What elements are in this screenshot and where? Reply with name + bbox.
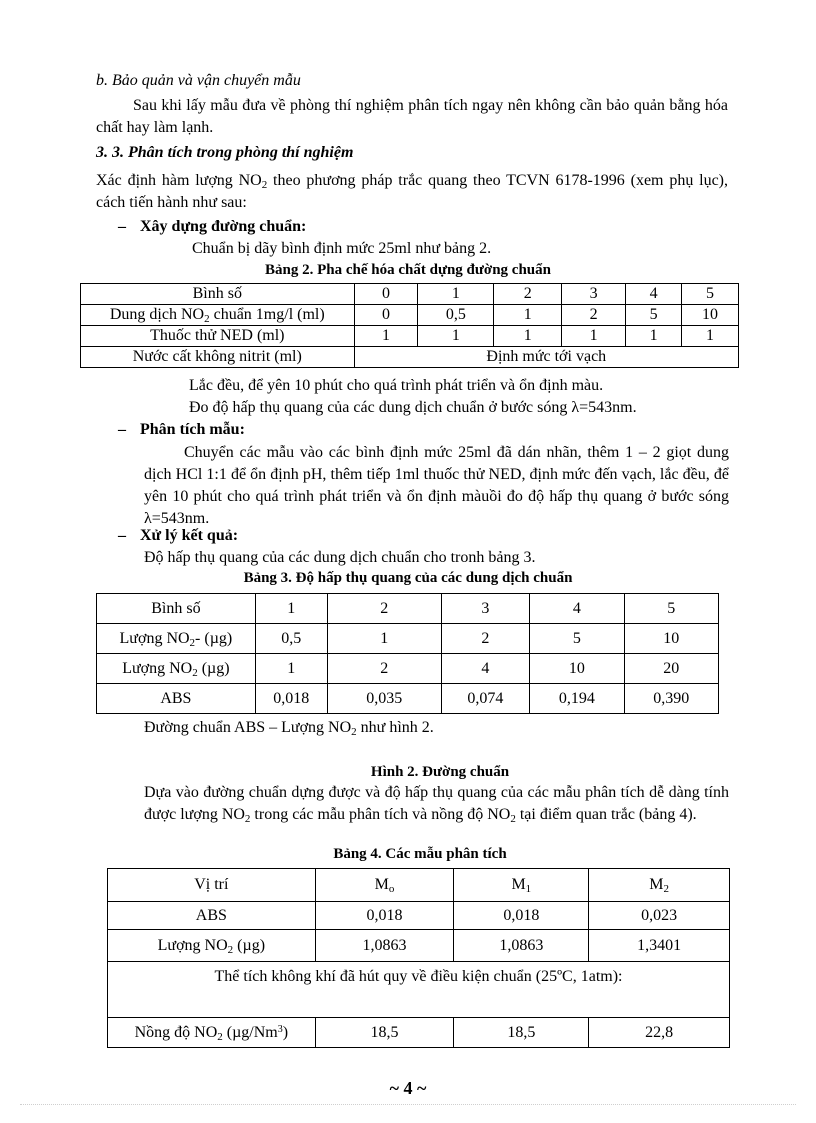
table4-col-header: $M_1$	[454, 869, 589, 902]
table2-cell: 1	[494, 326, 562, 347]
table2-cell: 5	[682, 284, 739, 305]
table2-cell: 1	[418, 284, 494, 305]
table2-cell: 10	[682, 305, 739, 326]
section-3-3-intro: Xác định hàm lượng $NO_2$ theo phương pháp trắc quang theo TCVN 6178-1996 (xem phụ lục), cách tiến hành như sau:	[96, 172, 729, 211]
table4-col-header: $M_o$	[315, 869, 454, 902]
table2-label: Nước cất không nitrit (ml)	[81, 347, 355, 368]
table4-cell: 0,018	[315, 902, 454, 930]
table2-caption: Bảng 2. Pha chế hóa chất dựng đường chuẩn	[265, 262, 551, 278]
table2-cell: 0	[354, 284, 418, 305]
footer-divider	[20, 1104, 796, 1105]
table3-cell: 0,018	[255, 684, 327, 714]
section-b-heading: b. Bảo quản và vận chuyển mẫu	[96, 72, 301, 89]
results-text: Độ hấp thụ quang của các dung dịch chuẩn cho tronh bảng 3.	[144, 549, 536, 566]
table2-label: Thuốc thử NED (ml)	[81, 326, 355, 347]
shake-text: Lắc đều, để yên 10 phút cho quá trình phát triển và ổn định màu.	[189, 377, 604, 394]
table4-label: Lượng $NO_2$ (µg)	[108, 930, 316, 962]
build-curve-heading: – Xây dựng đường chuẩn:	[118, 218, 307, 235]
table2-cell: 1	[626, 326, 682, 347]
table2-cell: 1	[354, 326, 418, 347]
table4-cell: 18,5	[454, 1018, 589, 1048]
table4-row	[108, 902, 730, 930]
build-curve-text: Chuẩn bị dãy bình định mức 25ml như bảng 2.	[192, 240, 492, 257]
table3-cell: 10	[624, 624, 718, 654]
table3-cell: 1	[255, 594, 327, 624]
section-b-text: Sau khi lấy mẫu đưa về phòng thí nghiệm phân tích ngay nên không cần bảo quản bằng hóa chất hay làm lạnh.	[96, 97, 728, 136]
table3	[96, 593, 719, 714]
analysis-text: Chuyển các mẫu vào các bình định mức 25ml đã dán nhãn, thêm 1 – 2 giọt dung dịch HCl 1:1 để ổn định pH, thêm tiếp 1ml thuốc thử NED, định mức đến vạch, lắc đều, để yên 10 phút cho quá trình phát triển và ổn định màuồi đo độ hấp thụ quang ở bước sóng λ=543nm.	[144, 444, 729, 527]
table2-cell: 4	[626, 284, 682, 305]
table4-cell: 1,0863	[454, 930, 589, 962]
table3-cell: 20	[624, 654, 718, 684]
table3-cell: 5	[624, 594, 718, 624]
table4-label: ABS	[108, 902, 316, 930]
page-number: ~ 4 ~	[389, 1078, 427, 1098]
table2-cell: 3	[562, 284, 626, 305]
table4-volume-cell: Thể tích không khí đã hút quy về điều kiện chuẩn (25ºC, 1atm):	[108, 962, 730, 1018]
table3-row	[97, 594, 719, 624]
table4-col-header: $M_2$	[589, 869, 730, 902]
table2-row	[81, 305, 739, 326]
table3-cell: 0,5	[255, 624, 327, 654]
table3-cell: 2	[441, 624, 530, 654]
table3-caption: Bảng 3. Độ hấp thụ quang của các dung dịch chuẩn	[243, 570, 573, 586]
table4-row	[108, 962, 730, 1018]
table3-cell: 0,194	[530, 684, 624, 714]
table4	[107, 868, 730, 1048]
table3-cell: 4	[530, 594, 624, 624]
table2	[80, 283, 739, 368]
table3-label: ABS	[97, 684, 256, 714]
table4-caption: Bảng 4. Các mẫu phân tích	[333, 846, 507, 862]
table3-cell: 2	[327, 654, 441, 684]
table4-cell: 22,8	[589, 1018, 730, 1048]
section-3-3-heading: 3. 3. Phân tích trong phòng thí nghiệm	[96, 144, 354, 161]
table3-cell: 1	[327, 624, 441, 654]
table3-cell: 10	[530, 654, 624, 684]
table4-cell: 18,5	[315, 1018, 454, 1048]
table4-cell: 1,3401	[589, 930, 730, 962]
results-heading: – Xử lý kết quả:	[118, 527, 239, 544]
table3-row	[97, 684, 719, 714]
table2-row	[81, 284, 739, 305]
table2-cell: 1	[682, 326, 739, 347]
analysis-heading: – Phân tích mẫu:	[118, 421, 245, 438]
table4-cell: 0,018	[454, 902, 589, 930]
table3-cell: 1	[255, 654, 327, 684]
table4-label: Vị trí	[108, 869, 316, 902]
table3-label: Lượng $NO_2-$ (µg)	[97, 624, 256, 654]
table2-label: Bình số	[81, 284, 355, 305]
table4-label: Nồng độ $NO_2$ (µg/Nm$^3$)	[108, 1018, 316, 1048]
table3-row	[97, 624, 719, 654]
table2-label: Dung dịch $NO_2$ chuẩn 1mg/l (ml)	[81, 305, 355, 326]
table2-cell: 2	[494, 284, 562, 305]
table3-cell: 2	[327, 594, 441, 624]
table4-cell: 1,0863	[315, 930, 454, 962]
table4-row	[108, 930, 730, 962]
table2-row	[81, 347, 739, 368]
table4-header-row	[108, 869, 730, 902]
table2-cell: 0	[354, 305, 418, 326]
table3-cell: 0,035	[327, 684, 441, 714]
table2-cell: 1	[494, 305, 562, 326]
table2-cell: 2	[562, 305, 626, 326]
figure-followup-text: Dựa vào đường chuẩn dựng được và độ hấp thụ quang của các mẫu phân tích dễ dàng tính được lượng $NO_2$ trong các mẫu phân tích và nồng độ $NO_2$ tại điểm quan trắc (bảng 4).	[144, 784, 729, 825]
table2-cell: 1	[418, 326, 494, 347]
measure-text: Đo độ hấp thụ quang của các dung dịch chuẩn ở bước sóng λ=543nm.	[189, 399, 637, 416]
table3-label: Bình số	[97, 594, 256, 624]
curve-note: Đường chuẩn ABS – Lượng $NO_2$ như hình 2.	[144, 719, 434, 738]
table2-cell: 0,5	[418, 305, 494, 326]
table3-cell: 0,074	[441, 684, 530, 714]
figure2-caption: Hình 2. Đường chuẩn	[370, 764, 510, 780]
table4-cell: 0,023	[589, 902, 730, 930]
table3-cell: 4	[441, 654, 530, 684]
table3-row	[97, 654, 719, 684]
table2-cell: 5	[626, 305, 682, 326]
table3-cell: 3	[441, 594, 530, 624]
table3-label: Lượng $NO_2$ (µg)	[97, 654, 256, 684]
table2-cell: 1	[562, 326, 626, 347]
table3-cell: 0,390	[624, 684, 718, 714]
table2-merged-cell: Định mức tới vạch	[354, 347, 738, 368]
table4-row	[108, 1018, 730, 1048]
table2-row	[81, 326, 739, 347]
table3-cell: 5	[530, 624, 624, 654]
